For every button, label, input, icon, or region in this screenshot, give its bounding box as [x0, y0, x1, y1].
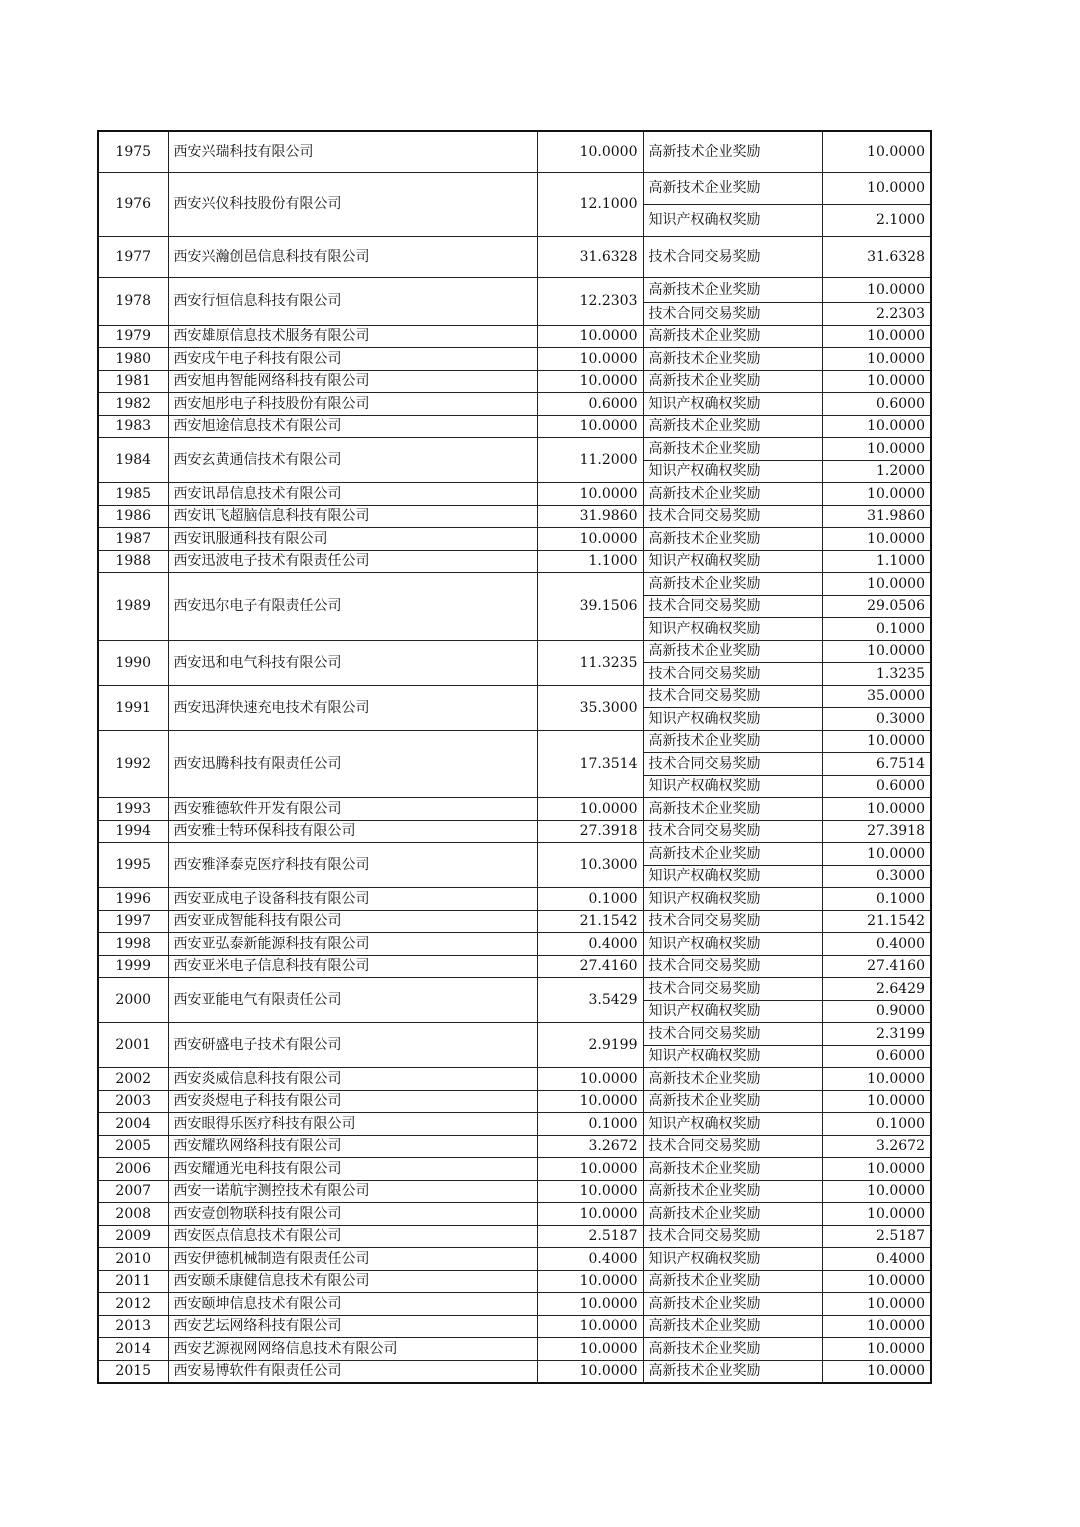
total-amount: 10.0000 [537, 1203, 643, 1226]
award-amount: 10.0000 [822, 1315, 931, 1338]
company-name: 西安讯飞超脑信息科技有限公司 [168, 505, 537, 528]
company-name: 西安亚成电子设备科技有限公司 [168, 888, 537, 911]
award-amount: 10.0000 [822, 1293, 931, 1316]
table-row [98, 348, 931, 371]
table-row [98, 730, 931, 753]
award-type: 技术合同交易奖励 [643, 236, 822, 277]
award-amount: 2.5187 [822, 1225, 931, 1248]
award-amount: 0.4000 [822, 1248, 931, 1271]
award-type: 高新技术企业奖励 [643, 131, 822, 172]
award-amount: 1.2000 [822, 460, 931, 483]
row-number: 1980 [98, 348, 168, 371]
table-row [98, 325, 931, 348]
award-type: 高新技术企业奖励 [643, 1338, 822, 1361]
award-amount: 2.1000 [822, 204, 931, 236]
award-amount: 6.7514 [822, 753, 931, 776]
table-row [98, 1225, 931, 1248]
award-amount: 0.3000 [822, 708, 931, 731]
row-number: 1986 [98, 505, 168, 528]
company-name: 西安艺坛网络科技有限公司 [168, 1315, 537, 1338]
table-row [98, 131, 931, 172]
award-type: 知识产权确权奖励 [643, 1045, 822, 1068]
award-amount: 35.0000 [822, 685, 931, 708]
award-type: 高新技术企业奖励 [643, 370, 822, 393]
table-row [98, 798, 931, 821]
total-amount: 10.0000 [537, 483, 643, 506]
company-name: 西安雄原信息技术服务有限公司 [168, 325, 537, 348]
company-name: 西安亚能电气有限责任公司 [168, 978, 537, 1023]
company-name: 西安耀玖网络科技有限公司 [168, 1135, 537, 1158]
award-amount: 10.0000 [822, 1360, 931, 1383]
total-amount: 27.4160 [537, 955, 643, 978]
company-name: 西安旭彤电子科技股份有限公司 [168, 393, 537, 416]
award-type: 技术合同交易奖励 [643, 978, 822, 1001]
row-number: 1994 [98, 820, 168, 843]
award-amount: 10.0000 [822, 1338, 931, 1361]
company-name: 西安讯昂信息技术有限公司 [168, 483, 537, 506]
award-type: 高新技术企业奖励 [643, 1315, 822, 1338]
table-row [98, 1180, 931, 1203]
table-row [98, 1068, 931, 1091]
table-row [98, 483, 931, 506]
award-type: 技术合同交易奖励 [643, 685, 822, 708]
award-type: 知识产权确权奖励 [643, 550, 822, 573]
award-amount: 2.6429 [822, 978, 931, 1001]
table-row [98, 640, 931, 663]
award-type: 高新技术企业奖励 [643, 730, 822, 753]
award-type: 技术合同交易奖励 [643, 663, 822, 686]
table-row [98, 1270, 931, 1293]
award-amount: 31.6328 [822, 236, 931, 277]
company-name: 西安玄黄通信技术有限公司 [168, 438, 537, 483]
row-number: 1989 [98, 573, 168, 641]
award-amount: 27.3918 [822, 820, 931, 843]
total-amount: 27.3918 [537, 820, 643, 843]
company-name: 西安旭途信息技术有限公司 [168, 415, 537, 438]
table-row [98, 888, 931, 911]
total-amount: 10.0000 [537, 1090, 643, 1113]
award-type: 知识产权确权奖励 [643, 393, 822, 416]
row-number: 1985 [98, 483, 168, 506]
award-amount: 2.3199 [822, 1023, 931, 1046]
award-type: 高新技术企业奖励 [643, 640, 822, 663]
award-amount: 10.0000 [822, 1203, 931, 1226]
table-row [98, 955, 931, 978]
award-type: 高新技术企业奖励 [643, 843, 822, 866]
award-amount: 10.0000 [822, 277, 931, 302]
row-number: 1979 [98, 325, 168, 348]
award-amount: 0.9000 [822, 1000, 931, 1023]
award-type: 技术合同交易奖励 [643, 1135, 822, 1158]
award-amount: 10.0000 [822, 348, 931, 371]
row-number: 2007 [98, 1180, 168, 1203]
company-name: 西安雅士特环保科技有限公司 [168, 820, 537, 843]
company-name: 西安雅泽泰克医疗科技有限公司 [168, 843, 537, 888]
award-type: 高新技术企业奖励 [643, 798, 822, 821]
row-number: 2000 [98, 978, 168, 1023]
award-type: 知识产权确权奖励 [643, 460, 822, 483]
table-row [98, 685, 931, 708]
table-row [98, 370, 931, 393]
total-amount: 10.0000 [537, 1180, 643, 1203]
table-row [98, 910, 931, 933]
table-row [98, 1338, 931, 1361]
table-row [98, 1023, 931, 1046]
table-row [98, 843, 931, 866]
award-amount: 10.0000 [822, 131, 931, 172]
award-type: 高新技术企业奖励 [643, 438, 822, 461]
total-amount: 10.0000 [537, 370, 643, 393]
award-amount: 10.0000 [822, 528, 931, 551]
award-amount: 10.0000 [822, 1158, 931, 1181]
award-type: 知识产权确权奖励 [643, 618, 822, 641]
award-amount: 3.2672 [822, 1135, 931, 1158]
award-type: 技术合同交易奖励 [643, 753, 822, 776]
company-name: 西安易博软件有限责任公司 [168, 1360, 537, 1383]
award-type: 高新技术企业奖励 [643, 415, 822, 438]
award-amount: 29.0506 [822, 595, 931, 618]
table-row [98, 1135, 931, 1158]
row-number: 1996 [98, 888, 168, 911]
award-type: 高新技术企业奖励 [643, 1203, 822, 1226]
table-row [98, 505, 931, 528]
award-amount: 10.0000 [822, 843, 931, 866]
row-number: 1977 [98, 236, 168, 277]
award-amount: 10.0000 [822, 172, 931, 204]
award-amount: 10.0000 [822, 1068, 931, 1091]
award-amount: 0.1000 [822, 618, 931, 641]
total-amount: 11.3235 [537, 640, 643, 685]
table-row [98, 1248, 931, 1271]
award-type: 高新技术企业奖励 [643, 1158, 822, 1181]
award-type: 技术合同交易奖励 [643, 505, 822, 528]
row-number: 1998 [98, 933, 168, 956]
total-amount: 10.0000 [537, 798, 643, 821]
total-amount: 2.9199 [537, 1023, 643, 1068]
award-type: 高新技术企业奖励 [643, 1180, 822, 1203]
table-row [98, 820, 931, 843]
row-number: 1999 [98, 955, 168, 978]
row-number: 1976 [98, 172, 168, 236]
total-amount: 10.0000 [537, 325, 643, 348]
award-amount: 10.0000 [822, 730, 931, 753]
table-row [98, 172, 931, 204]
award-type: 高新技术企业奖励 [643, 1360, 822, 1383]
row-number: 2002 [98, 1068, 168, 1091]
award-type: 高新技术企业奖励 [643, 483, 822, 506]
total-amount: 10.0000 [537, 528, 643, 551]
company-name: 西安迅尔电子有限责任公司 [168, 573, 537, 641]
award-type: 高新技术企业奖励 [643, 573, 822, 596]
award-amount: 10.0000 [822, 1180, 931, 1203]
award-amount: 0.6000 [822, 775, 931, 798]
award-type: 技术合同交易奖励 [643, 955, 822, 978]
company-name: 西安迅腾科技有限责任公司 [168, 730, 537, 798]
table-row [98, 415, 931, 438]
award-amount: 21.1542 [822, 910, 931, 933]
row-number: 2009 [98, 1225, 168, 1248]
row-number: 2013 [98, 1315, 168, 1338]
award-type: 技术合同交易奖励 [643, 595, 822, 618]
award-amount: 10.0000 [822, 1270, 931, 1293]
row-number: 1981 [98, 370, 168, 393]
company-name: 西安耀通光电科技有限公司 [168, 1158, 537, 1181]
row-number: 1990 [98, 640, 168, 685]
award-amount: 0.4000 [822, 933, 931, 956]
award-amount: 2.2303 [822, 302, 931, 325]
award-amount: 10.0000 [822, 370, 931, 393]
award-amount: 0.6000 [822, 1045, 931, 1068]
table-row [98, 1360, 931, 1383]
company-name: 西安壹创物联科技有限公司 [168, 1203, 537, 1226]
row-number: 2011 [98, 1270, 168, 1293]
award-type: 知识产权确权奖励 [643, 865, 822, 888]
table-row [98, 1293, 931, 1316]
row-number: 1988 [98, 550, 168, 573]
table-row [98, 393, 931, 416]
award-type: 高新技术企业奖励 [643, 277, 822, 302]
award-type: 高新技术企业奖励 [643, 1068, 822, 1091]
award-type: 知识产权确权奖励 [643, 888, 822, 911]
row-number: 2012 [98, 1293, 168, 1316]
total-amount: 2.5187 [537, 1225, 643, 1248]
company-name: 西安亚米电子信息科技有限公司 [168, 955, 537, 978]
company-name: 西安兴仪科技股份有限公司 [168, 172, 537, 236]
row-number: 2010 [98, 1248, 168, 1271]
total-amount: 3.2672 [537, 1135, 643, 1158]
row-number: 2005 [98, 1135, 168, 1158]
total-amount: 12.2303 [537, 277, 643, 325]
award-type: 知识产权确权奖励 [643, 775, 822, 798]
award-type: 知识产权确权奖励 [643, 1248, 822, 1271]
table-row [98, 933, 931, 956]
award-amount: 10.0000 [822, 325, 931, 348]
award-amount: 10.0000 [822, 573, 931, 596]
company-name: 西安炎威信息科技有限公司 [168, 1068, 537, 1091]
row-number: 1991 [98, 685, 168, 730]
table-row [98, 1315, 931, 1338]
row-number: 1984 [98, 438, 168, 483]
award-amount: 0.1000 [822, 1113, 931, 1136]
award-table-body [98, 131, 931, 1383]
company-name: 西安迅波电子技术有限责任公司 [168, 550, 537, 573]
company-name: 西安戌午电子科技有限公司 [168, 348, 537, 371]
table-row [98, 573, 931, 596]
award-amount: 10.0000 [822, 640, 931, 663]
total-amount: 0.6000 [537, 393, 643, 416]
award-amount: 10.0000 [822, 483, 931, 506]
total-amount: 10.0000 [537, 1293, 643, 1316]
award-table [97, 130, 932, 1384]
table-row [98, 438, 931, 461]
award-amount: 10.0000 [822, 1090, 931, 1113]
company-name: 西安行恒信息科技有限公司 [168, 277, 537, 325]
award-type: 高新技术企业奖励 [643, 528, 822, 551]
company-name: 西安颐坤信息技术有限公司 [168, 1293, 537, 1316]
award-type: 高新技术企业奖励 [643, 1270, 822, 1293]
award-amount: 31.9860 [822, 505, 931, 528]
total-amount: 0.1000 [537, 1113, 643, 1136]
company-name: 西安艺源视网网络信息技术有限公司 [168, 1338, 537, 1361]
award-amount: 27.4160 [822, 955, 931, 978]
table-row [98, 1203, 931, 1226]
total-amount: 10.0000 [537, 131, 643, 172]
company-name: 西安亚弘泰新能源科技有限公司 [168, 933, 537, 956]
award-type: 技术合同交易奖励 [643, 1225, 822, 1248]
total-amount: 10.3000 [537, 843, 643, 888]
row-number: 2008 [98, 1203, 168, 1226]
award-type: 知识产权确权奖励 [643, 933, 822, 956]
total-amount: 10.0000 [537, 1068, 643, 1091]
award-amount: 0.6000 [822, 393, 931, 416]
table-row [98, 1090, 931, 1113]
company-name: 西安一诺航宇测控技术有限公司 [168, 1180, 537, 1203]
total-amount: 12.1000 [537, 172, 643, 236]
company-name: 西安雅德软件开发有限公司 [168, 798, 537, 821]
table-row [98, 528, 931, 551]
total-amount: 10.0000 [537, 1315, 643, 1338]
award-amount: 0.1000 [822, 888, 931, 911]
row-number: 1982 [98, 393, 168, 416]
total-amount: 0.4000 [537, 1248, 643, 1271]
total-amount: 0.1000 [537, 888, 643, 911]
award-type: 知识产权确权奖励 [643, 1000, 822, 1023]
table-row [98, 550, 931, 573]
award-type: 高新技术企业奖励 [643, 325, 822, 348]
company-name: 西安旭冉智能网络科技有限公司 [168, 370, 537, 393]
company-name: 西安伊德机械制造有限责任公司 [168, 1248, 537, 1271]
row-number: 2006 [98, 1158, 168, 1181]
award-amount: 10.0000 [822, 798, 931, 821]
row-number: 2001 [98, 1023, 168, 1068]
total-amount: 31.9860 [537, 505, 643, 528]
table-row [98, 236, 931, 277]
row-number: 2015 [98, 1360, 168, 1383]
company-name: 西安炎煜电子科技有限公司 [168, 1090, 537, 1113]
table-row [98, 277, 931, 302]
row-number: 2014 [98, 1338, 168, 1361]
row-number: 1992 [98, 730, 168, 798]
row-number: 1997 [98, 910, 168, 933]
total-amount: 31.6328 [537, 236, 643, 277]
total-amount: 10.0000 [537, 415, 643, 438]
row-number: 1993 [98, 798, 168, 821]
row-number: 1995 [98, 843, 168, 888]
company-name: 西安研盛电子技术有限公司 [168, 1023, 537, 1068]
award-type: 技术合同交易奖励 [643, 820, 822, 843]
award-amount: 0.3000 [822, 865, 931, 888]
award-type: 技术合同交易奖励 [643, 910, 822, 933]
award-amount: 10.0000 [822, 415, 931, 438]
total-amount: 11.2000 [537, 438, 643, 483]
award-type: 知识产权确权奖励 [643, 1113, 822, 1136]
award-type: 高新技术企业奖励 [643, 172, 822, 204]
award-type: 知识产权确权奖励 [643, 204, 822, 236]
total-amount: 17.3514 [537, 730, 643, 798]
total-amount: 0.4000 [537, 933, 643, 956]
total-amount: 21.1542 [537, 910, 643, 933]
company-name: 西安兴瑞科技有限公司 [168, 131, 537, 172]
total-amount: 10.0000 [537, 1158, 643, 1181]
award-amount: 10.0000 [822, 438, 931, 461]
award-type: 技术合同交易奖励 [643, 1023, 822, 1046]
row-number: 1987 [98, 528, 168, 551]
award-type: 知识产权确权奖励 [643, 708, 822, 731]
total-amount: 3.5429 [537, 978, 643, 1023]
total-amount: 10.0000 [537, 1360, 643, 1383]
company-name: 西安迅湃快速充电技术有限公司 [168, 685, 537, 730]
company-name: 西安兴瀚创邑信息科技有限公司 [168, 236, 537, 277]
award-type: 高新技术企业奖励 [643, 1090, 822, 1113]
company-name: 西安医点信息技术有限公司 [168, 1225, 537, 1248]
company-name: 西安亚成智能科技有限公司 [168, 910, 537, 933]
award-type: 高新技术企业奖励 [643, 1293, 822, 1316]
company-name: 西安迅和电气科技有限公司 [168, 640, 537, 685]
table-row [98, 1158, 931, 1181]
company-name: 西安讯服通科技有限公司 [168, 528, 537, 551]
row-number: 1978 [98, 277, 168, 325]
row-number: 1975 [98, 131, 168, 172]
row-number: 2003 [98, 1090, 168, 1113]
table-row [98, 978, 931, 1001]
total-amount: 39.1506 [537, 573, 643, 641]
award-amount: 1.3235 [822, 663, 931, 686]
total-amount: 35.3000 [537, 685, 643, 730]
award-type: 高新技术企业奖励 [643, 348, 822, 371]
total-amount: 10.0000 [537, 1270, 643, 1293]
total-amount: 1.1000 [537, 550, 643, 573]
row-number: 2004 [98, 1113, 168, 1136]
company-name: 西安眼得乐医疗科技有限公司 [168, 1113, 537, 1136]
row-number: 1983 [98, 415, 168, 438]
company-name: 西安颐禾康健信息技术有限公司 [168, 1270, 537, 1293]
total-amount: 10.0000 [537, 348, 643, 371]
award-type: 技术合同交易奖励 [643, 302, 822, 325]
award-amount: 1.1000 [822, 550, 931, 573]
total-amount: 10.0000 [537, 1338, 643, 1361]
table-row [98, 1113, 931, 1136]
